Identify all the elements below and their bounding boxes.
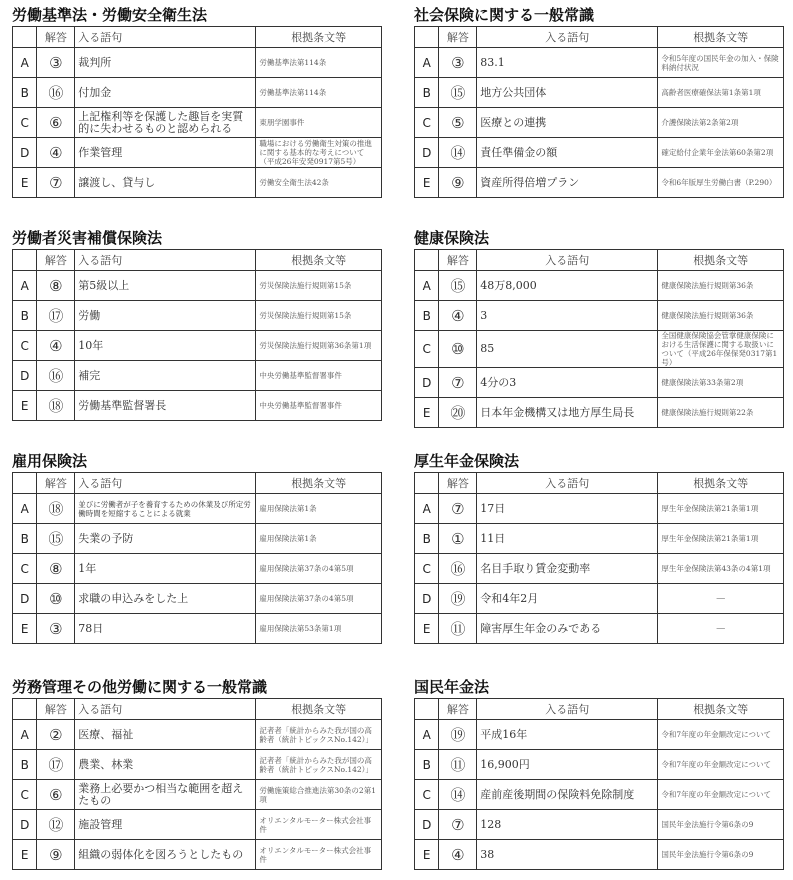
row-reference: 雇用保険法第1条	[256, 524, 382, 554]
row-phrase: 1年	[75, 554, 256, 584]
row-phrase: 上記権利等を保護した趣旨を実質的に失わせるものと認められる	[75, 108, 256, 138]
section-title: 社会保険に関する一般常識	[414, 6, 595, 24]
row-phrase: 17日	[477, 494, 658, 524]
table-row	[415, 614, 784, 644]
table-row	[13, 168, 382, 198]
table-row	[13, 524, 382, 554]
table-row	[13, 301, 382, 331]
row-answer: ⑲	[439, 720, 477, 750]
row-label: A	[415, 494, 439, 524]
row-answer: ⑤	[439, 108, 477, 138]
section-title: 労働基準法・労働安全衛生法	[12, 6, 208, 24]
header-label	[13, 473, 37, 494]
table-header-row	[415, 27, 784, 48]
row-reference: 労働安全衛生法42条	[256, 168, 382, 198]
row-label: A	[415, 720, 439, 750]
header-reference: 根拠条文等	[658, 473, 784, 494]
header-label	[13, 699, 37, 720]
row-answer: ③	[37, 48, 75, 78]
row-reference: 雇用保険法第1条	[256, 494, 382, 524]
row-reference: －	[658, 584, 784, 614]
row-label: D	[13, 810, 37, 840]
table-header-row	[13, 250, 382, 271]
section-labor-general-knowledge	[12, 678, 382, 870]
row-reference: 労働基準法第114条	[256, 48, 382, 78]
row-label: A	[415, 48, 439, 78]
header-phrase: 入る語句	[477, 473, 658, 494]
row-answer: ⑯	[37, 361, 75, 391]
table-row	[415, 810, 784, 840]
row-label: D	[13, 584, 37, 614]
row-reference: 令和7年度の年金額改定について	[658, 750, 784, 780]
header-phrase: 入る語句	[75, 27, 256, 48]
answer-table	[12, 698, 382, 870]
row-answer: ⑱	[37, 391, 75, 421]
row-answer: ②	[37, 720, 75, 750]
table-row	[415, 78, 784, 108]
header-label	[415, 250, 439, 271]
row-reference: 厚生年金保険法第21条第1項	[658, 494, 784, 524]
header-reference: 根拠条文等	[658, 699, 784, 720]
section-title: 雇用保険法	[12, 452, 88, 470]
row-answer: ⑩	[439, 331, 477, 368]
row-answer: ④	[37, 331, 75, 361]
row-answer: ⑯	[439, 554, 477, 584]
row-answer: ⑨	[439, 168, 477, 198]
row-answer: ④	[439, 301, 477, 331]
row-label: B	[415, 524, 439, 554]
header-reference: 根拠条文等	[256, 473, 382, 494]
row-phrase: 農業、林業	[75, 750, 256, 780]
row-label: C	[13, 331, 37, 361]
row-phrase: 令和4年2月	[477, 584, 658, 614]
row-label: C	[415, 554, 439, 584]
answer-table	[414, 249, 784, 428]
table-row	[415, 368, 784, 398]
row-label: C	[13, 780, 37, 810]
row-phrase: 地方公共団体	[477, 78, 658, 108]
row-label: E	[415, 840, 439, 870]
section-title: 厚生年金保険法	[414, 452, 520, 470]
row-label: B	[415, 750, 439, 780]
table-row	[13, 108, 382, 138]
row-answer: ⑱	[37, 494, 75, 524]
row-answer: ⑦	[37, 168, 75, 198]
row-label: A	[13, 48, 37, 78]
table-row	[415, 271, 784, 301]
row-label: B	[13, 78, 37, 108]
table-header-row	[13, 27, 382, 48]
header-reference: 根拠条文等	[256, 27, 382, 48]
section-health-insurance	[414, 229, 784, 428]
header-answer: 解答	[37, 473, 75, 494]
row-phrase: 日本年金機構又は地方厚生局長	[477, 398, 658, 428]
section-labor-standards	[12, 6, 382, 198]
row-reference: 労働基準法第114条	[256, 78, 382, 108]
row-label: E	[415, 614, 439, 644]
row-reference: 令和6年版厚生労働白書（P.290）	[658, 168, 784, 198]
row-answer: ⑧	[37, 271, 75, 301]
row-phrase: 業務上必要かつ相当な範囲を超えたもの	[75, 780, 256, 810]
row-reference: 雇用保険法第53条第1項	[256, 614, 382, 644]
row-phrase: 失業の予防	[75, 524, 256, 554]
row-label: D	[13, 361, 37, 391]
row-phrase: 資産所得倍増プラン	[477, 168, 658, 198]
row-reference: 中央労働基準監督署事件	[256, 391, 382, 421]
row-phrase: 11日	[477, 524, 658, 554]
row-reference: 厚生年金保険法第21条第1項	[658, 524, 784, 554]
row-reference: 健康保険法施行規則第22条	[658, 398, 784, 428]
table-row	[415, 780, 784, 810]
row-answer: ⑪	[439, 614, 477, 644]
row-reference: オリエンタルモーター株式会社事件	[256, 840, 382, 870]
row-phrase: 譲渡し、貸与し	[75, 168, 256, 198]
row-label: E	[13, 840, 37, 870]
row-phrase: 83.1	[477, 48, 658, 78]
header-label	[415, 27, 439, 48]
answer-table	[12, 472, 382, 644]
header-answer: 解答	[37, 699, 75, 720]
table-row	[13, 361, 382, 391]
row-phrase: 平成16年	[477, 720, 658, 750]
row-phrase: 施設管理	[75, 810, 256, 840]
table-row	[13, 750, 382, 780]
row-phrase: 3	[477, 301, 658, 331]
table-row	[415, 138, 784, 168]
row-phrase: 組織の弱体化を図ろうとしたもの	[75, 840, 256, 870]
table-row	[415, 494, 784, 524]
row-phrase: 求職の申込みをした上	[75, 584, 256, 614]
row-answer: ⑦	[439, 494, 477, 524]
table-row	[13, 840, 382, 870]
row-label: B	[13, 750, 37, 780]
row-answer: ⑯	[37, 78, 75, 108]
header-reference: 根拠条文等	[658, 27, 784, 48]
row-phrase: 補完	[75, 361, 256, 391]
answer-table	[414, 26, 784, 198]
table-row	[415, 750, 784, 780]
row-answer: ⑳	[439, 398, 477, 428]
row-answer: ⑨	[37, 840, 75, 870]
row-phrase: 障害厚生年金のみである	[477, 614, 658, 644]
row-phrase: 4分の3	[477, 368, 658, 398]
row-reference: 令和7年度の年金額改定について	[658, 720, 784, 750]
table-header-row	[13, 473, 382, 494]
table-header-row	[415, 250, 784, 271]
header-phrase: 入る語句	[477, 250, 658, 271]
section-title: 国民年金法	[414, 678, 490, 696]
row-answer: ⑮	[439, 78, 477, 108]
row-phrase: 労働基準監督署長	[75, 391, 256, 421]
row-reference: オリエンタルモーター株式会社事件	[256, 810, 382, 840]
table-row	[13, 614, 382, 644]
table-row	[415, 524, 784, 554]
row-label: D	[415, 368, 439, 398]
row-reference: 労災保険法施行規則第15条	[256, 301, 382, 331]
answer-table	[12, 26, 382, 198]
row-phrase: 38	[477, 840, 658, 870]
header-phrase: 入る語句	[75, 473, 256, 494]
row-phrase: 16,900円	[477, 750, 658, 780]
row-phrase: 裁判所	[75, 48, 256, 78]
header-label	[13, 250, 37, 271]
row-answer: ⑥	[37, 108, 75, 138]
row-label: E	[13, 168, 37, 198]
row-reference: 健康保険法施行規則第36条	[658, 271, 784, 301]
row-reference: 中央労働基準監督署事件	[256, 361, 382, 391]
table-row	[13, 48, 382, 78]
row-phrase: 85	[477, 331, 658, 368]
row-answer: ⑭	[439, 780, 477, 810]
table-row	[415, 840, 784, 870]
row-label: B	[415, 78, 439, 108]
section-national-pension	[414, 678, 784, 870]
header-phrase: 入る語句	[75, 250, 256, 271]
row-reference: 健康保険法施行規則第36条	[658, 301, 784, 331]
row-label: A	[415, 271, 439, 301]
row-phrase: 責任準備金の額	[477, 138, 658, 168]
table-row	[13, 271, 382, 301]
row-label: C	[13, 108, 37, 138]
row-label: B	[415, 301, 439, 331]
table-row	[13, 554, 382, 584]
row-answer: ①	[439, 524, 477, 554]
row-phrase: 78日	[75, 614, 256, 644]
row-answer: ⑩	[37, 584, 75, 614]
header-answer: 解答	[37, 250, 75, 271]
row-label: E	[415, 398, 439, 428]
section-title: 労務管理その他労働に関する一般常識	[12, 678, 268, 696]
row-label: D	[415, 138, 439, 168]
row-label: D	[415, 810, 439, 840]
row-reference: 労災保険法施行規則第15条	[256, 271, 382, 301]
section-title: 健康保険法	[414, 229, 490, 247]
row-answer: ③	[439, 48, 477, 78]
answer-table	[414, 472, 784, 644]
row-reference: 高齢者医療確保法第1条第1項	[658, 78, 784, 108]
header-phrase: 入る語句	[477, 27, 658, 48]
row-reference: 労働施策総合推進法第30条の2第1項	[256, 780, 382, 810]
row-label: D	[13, 138, 37, 168]
header-phrase: 入る語句	[75, 699, 256, 720]
row-answer: ⑫	[37, 810, 75, 840]
table-row	[415, 720, 784, 750]
row-answer: ④	[37, 138, 75, 168]
row-phrase: 付加金	[75, 78, 256, 108]
row-reference: 雇用保険法第37条の4第5項	[256, 554, 382, 584]
row-reference: 令和7年度の年金額改定について	[658, 780, 784, 810]
row-label: B	[13, 301, 37, 331]
table-row	[13, 494, 382, 524]
header-answer: 解答	[439, 250, 477, 271]
row-phrase: 10年	[75, 331, 256, 361]
table-row	[415, 584, 784, 614]
row-label: E	[13, 614, 37, 644]
table-row	[415, 301, 784, 331]
header-reference: 根拠条文等	[658, 250, 784, 271]
table-row	[415, 331, 784, 368]
answer-table	[12, 249, 382, 421]
row-phrase: 名目手取り賃金変動率	[477, 554, 658, 584]
row-label: A	[13, 720, 37, 750]
row-phrase: 医療との連携	[477, 108, 658, 138]
row-reference: 令和5年度の国民年金の加入・保険料納付状況	[658, 48, 784, 78]
row-phrase: 第5級以上	[75, 271, 256, 301]
header-label	[415, 473, 439, 494]
row-label: C	[13, 554, 37, 584]
row-label: D	[415, 584, 439, 614]
header-label	[415, 699, 439, 720]
row-answer: ④	[439, 840, 477, 870]
row-phrase: 医療、福祉	[75, 720, 256, 750]
row-answer: ⑰	[37, 301, 75, 331]
row-label: A	[13, 271, 37, 301]
table-row	[415, 168, 784, 198]
section-social-insurance	[414, 6, 784, 198]
table-row	[13, 138, 382, 168]
section-workers-compensation	[12, 229, 382, 421]
table-header-row	[415, 699, 784, 720]
table-header-row	[13, 699, 382, 720]
table-header-row	[415, 473, 784, 494]
row-reference: 健康保険法第33条第2項	[658, 368, 784, 398]
row-label: B	[13, 524, 37, 554]
answer-table	[414, 698, 784, 870]
table-row	[415, 48, 784, 78]
header-answer: 解答	[37, 27, 75, 48]
row-reference: 確定給付企業年金法第60条第2項	[658, 138, 784, 168]
header-label	[13, 27, 37, 48]
table-row	[13, 780, 382, 810]
header-answer: 解答	[439, 699, 477, 720]
row-label: A	[13, 494, 37, 524]
row-answer: ⑲	[439, 584, 477, 614]
row-answer: ⑰	[37, 750, 75, 780]
section-employees-pension	[414, 452, 784, 644]
row-answer: ⑧	[37, 554, 75, 584]
row-label: E	[415, 168, 439, 198]
row-label: C	[415, 331, 439, 368]
table-row	[415, 108, 784, 138]
row-reference: 国民年金法施行令第6条の9	[658, 840, 784, 870]
row-phrase: 作業管理	[75, 138, 256, 168]
row-answer: ⑦	[439, 810, 477, 840]
header-reference: 根拠条文等	[256, 699, 382, 720]
table-row	[415, 398, 784, 428]
row-reference: 国民年金法施行令第6条の9	[658, 810, 784, 840]
row-reference: 記者者「統計からみた我が国の高齢者（統計トピックスNo.142）」	[256, 750, 382, 780]
header-phrase: 入る語句	[477, 699, 658, 720]
row-phrase: 並びに労働者が子を養育するための休業及び所定労働時間を短縮することによる就業	[75, 494, 256, 524]
header-answer: 解答	[439, 473, 477, 494]
section-title: 労働者災害補償保険法	[12, 229, 163, 247]
table-row	[13, 810, 382, 840]
row-reference: 介護保険法第2条第2項	[658, 108, 784, 138]
row-reference: 雇用保険法第37条の4第5項	[256, 584, 382, 614]
row-phrase: 128	[477, 810, 658, 840]
row-answer: ⑭	[439, 138, 477, 168]
table-row	[13, 584, 382, 614]
row-phrase: 産前産後期間の保険料免除制度	[477, 780, 658, 810]
row-phrase: 48万8,000	[477, 271, 658, 301]
header-reference: 根拠条文等	[256, 250, 382, 271]
row-label: C	[415, 108, 439, 138]
row-phrase: 労働	[75, 301, 256, 331]
row-reference: 記者者「統計からみた我が国の高齢者（統計トピックスNo.142）」	[256, 720, 382, 750]
row-label: E	[13, 391, 37, 421]
row-answer: ⑮	[37, 524, 75, 554]
row-reference: 東朋学園事件	[256, 108, 382, 138]
row-reference: 全国健康保険協会管掌健康保険における生活保護に関する取扱いについて（平成26年保保発0317第1号）	[658, 331, 784, 368]
table-row	[13, 331, 382, 361]
table-row	[13, 720, 382, 750]
row-reference: 職場における労働衛生対策の推進に関する基本的な考えについて（平成26年安発0917第5号）	[256, 138, 382, 168]
row-answer: ⑮	[439, 271, 477, 301]
table-row	[13, 78, 382, 108]
table-row	[415, 554, 784, 584]
row-reference: －	[658, 614, 784, 644]
row-reference: 厚生年金保険法第43条の4第1項	[658, 554, 784, 584]
header-answer: 解答	[439, 27, 477, 48]
row-answer: ⑦	[439, 368, 477, 398]
row-answer: ⑪	[439, 750, 477, 780]
section-employment-insurance	[12, 452, 382, 644]
table-row	[13, 391, 382, 421]
row-answer: ③	[37, 614, 75, 644]
row-answer: ⑥	[37, 780, 75, 810]
row-label: C	[415, 780, 439, 810]
row-reference: 労災保険法施行規則第36条第1項	[256, 331, 382, 361]
